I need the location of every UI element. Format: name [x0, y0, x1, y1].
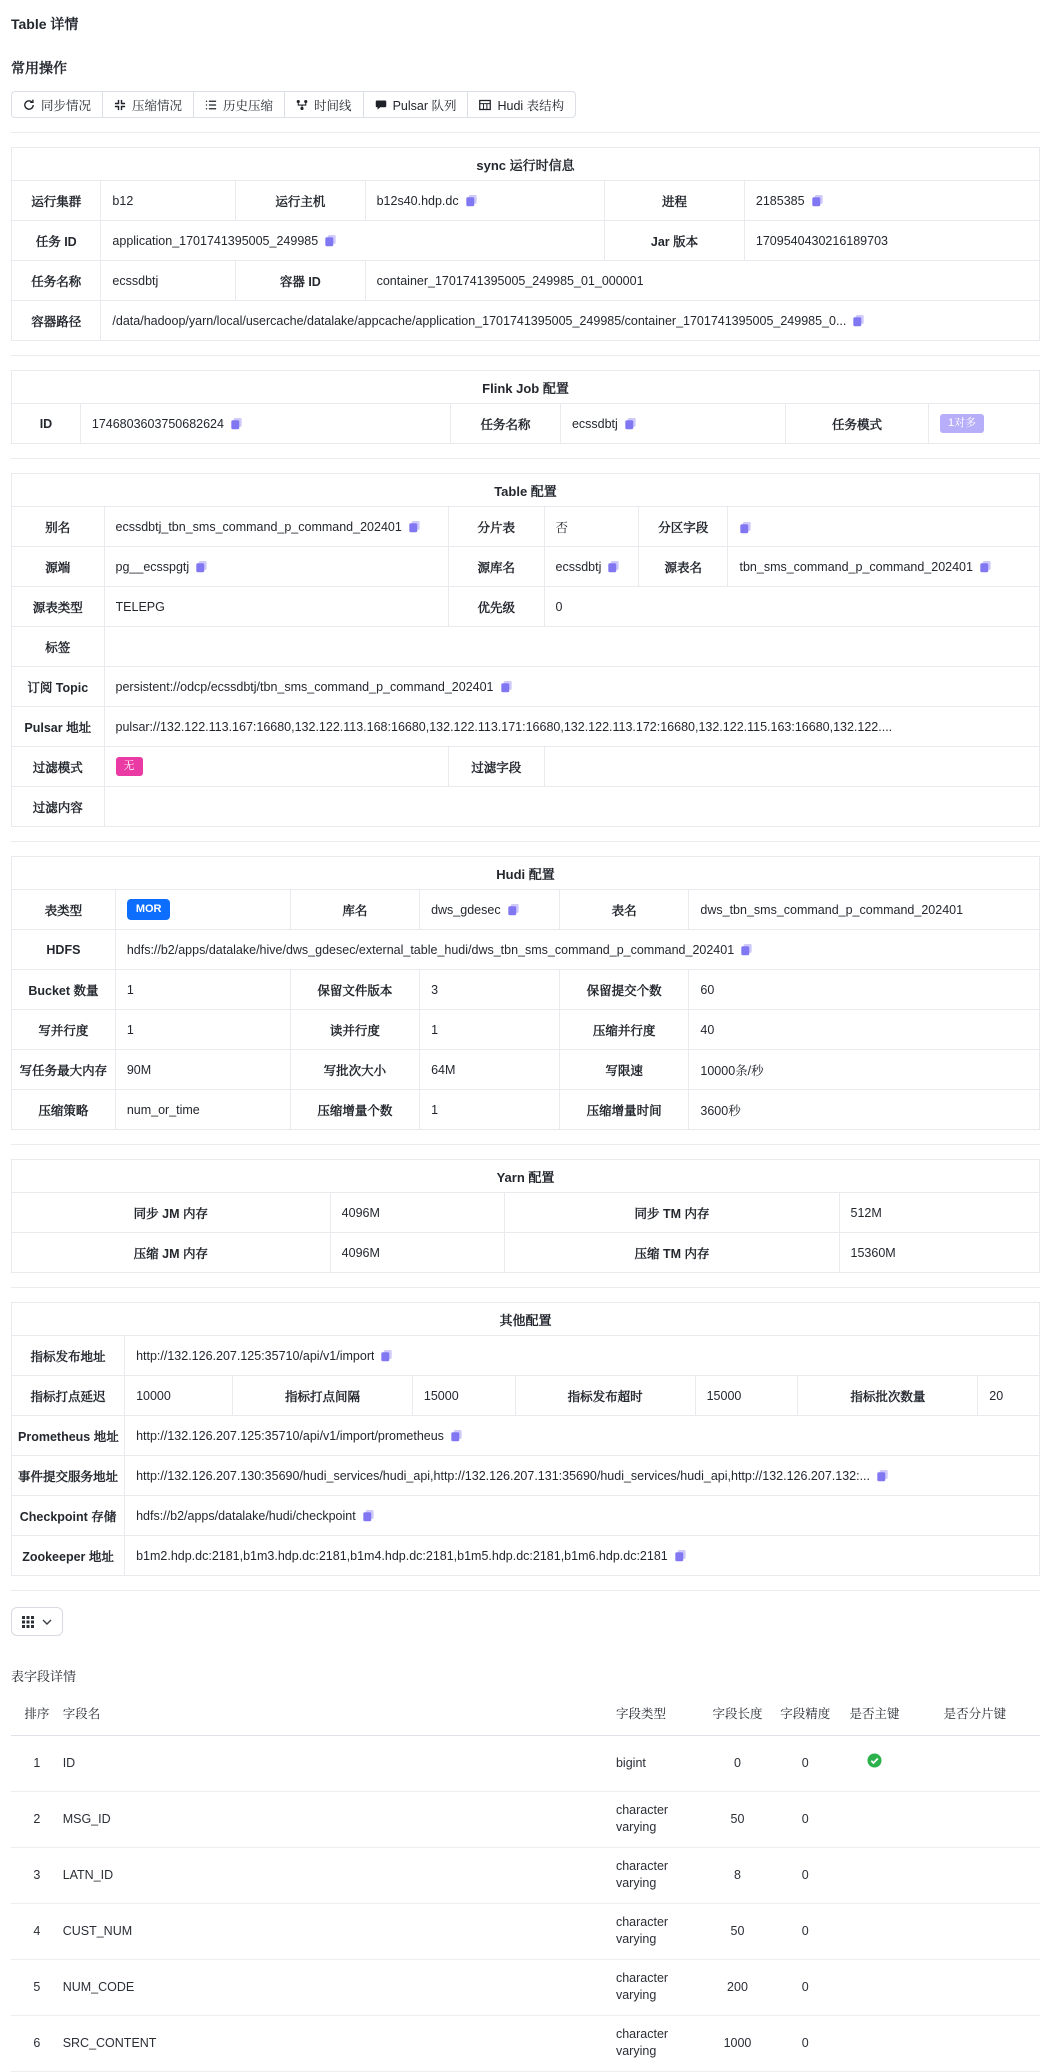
- section-table-config: [11, 473, 1040, 827]
- field-value-text: 1746803603750682624: [91, 416, 224, 431]
- section-title: Table 配置: [12, 474, 1040, 507]
- field-label: Bucket 数量: [12, 970, 116, 1010]
- copy-icon[interactable]: [607, 560, 620, 573]
- field-label: 写任务最大内存: [12, 1050, 116, 1090]
- comment-icon: [375, 99, 387, 111]
- field-value-text: dws_gdesec: [431, 902, 501, 917]
- section-divider: [11, 1590, 1040, 1591]
- field-label: ID: [12, 404, 81, 444]
- toolbar-button-timeline[interactable]: [284, 91, 364, 118]
- fields-column-header: 是否主键: [839, 1691, 909, 1735]
- field-label: 同步 JM 内存: [12, 1193, 331, 1233]
- field-label: 写限速: [559, 1050, 689, 1090]
- field-value: [115, 1010, 290, 1050]
- field-label: Prometheus 地址: [12, 1416, 125, 1456]
- copy-icon[interactable]: [230, 417, 243, 430]
- field-value-text: persistent://odcp/ecssdbtj/tbn_sms_command_p_command_202401: [115, 679, 494, 694]
- field-value-text: 40: [700, 1022, 715, 1037]
- field-value-text: 60: [700, 982, 715, 997]
- sync-icon: [23, 99, 35, 111]
- section-divider: [11, 355, 1040, 356]
- field-length: 50: [704, 1791, 771, 1847]
- fields-column-header: 字段长度: [704, 1691, 771, 1735]
- field-label: 任务名称: [450, 404, 560, 444]
- field-precision: 0: [771, 1735, 839, 1791]
- field-label: 事件提交服务地址: [12, 1456, 125, 1496]
- field-label: 库名: [290, 890, 420, 930]
- field-label: 分区字段: [639, 507, 728, 547]
- field-value-text: b1m2.hdp.dc:2181,b1m3.hdp.dc:2181,b1m4.hdp.dc:2181,b1m5.hdp.dc:2181,b1m6.hdp.dc:2181: [136, 1548, 668, 1563]
- page-title: Table 详情: [11, 16, 79, 32]
- field-value: [544, 547, 639, 587]
- field-value: [115, 1090, 290, 1130]
- field-label: 指标打点延迟: [12, 1376, 125, 1416]
- field-value: [101, 221, 605, 261]
- copy-icon[interactable]: [408, 520, 421, 533]
- field-name: SRC_CONTENT: [63, 2015, 616, 2071]
- field-label: 保留文件版本: [290, 970, 420, 1010]
- field-order: 6: [11, 2015, 63, 2071]
- field-value: [101, 261, 236, 301]
- field-label: 优先级: [448, 587, 544, 627]
- check-icon: [867, 1753, 882, 1768]
- field-label: 进程: [605, 181, 745, 221]
- toolbar-button-table-structure[interactable]: [467, 91, 576, 118]
- copy-icon[interactable]: [852, 314, 865, 327]
- field-shard-key: [910, 2015, 1040, 2071]
- field-label: 订阅 Topic: [12, 667, 105, 707]
- toolbar-button-label: 时间线: [314, 98, 352, 113]
- fields-table: [11, 1691, 1040, 2072]
- field-type: bigint: [616, 1735, 704, 1791]
- toolbar-button-comment[interactable]: [363, 91, 469, 118]
- field-label: 源库名: [448, 547, 544, 587]
- field-value-text: 1: [126, 1022, 134, 1037]
- section-title: sync 运行时信息: [12, 148, 1040, 181]
- field-value-text: 否: [555, 520, 569, 535]
- field-label: 过滤字段: [448, 747, 544, 787]
- copy-icon[interactable]: [876, 1469, 889, 1482]
- field-value-text: 10000条/秒: [700, 1063, 764, 1078]
- field-shard-key: [910, 1735, 1040, 1791]
- section-title: Flink Job 配置: [12, 371, 1040, 404]
- field-value-text: 64M: [431, 1062, 456, 1077]
- field-name: LATN_ID: [63, 1847, 616, 1903]
- field-value-text: 1: [431, 1022, 439, 1037]
- field-value: [420, 890, 560, 930]
- history-list-icon: [205, 99, 217, 111]
- field-precision: 0: [771, 1959, 839, 2015]
- field-label: 写并行度: [12, 1010, 116, 1050]
- field-label: 过滤模式: [12, 747, 105, 787]
- field-length: 200: [704, 1959, 771, 2015]
- field-precision: 0: [771, 1903, 839, 1959]
- field-value: [412, 1376, 515, 1416]
- section-title: 其他配置: [12, 1303, 1040, 1336]
- field-primary-key: [839, 1847, 909, 1903]
- copy-icon[interactable]: [324, 234, 337, 247]
- field-value-text: b12: [112, 193, 134, 208]
- field-label: 标签: [12, 627, 105, 667]
- field-label: 读并行度: [290, 1010, 420, 1050]
- field-label: Jar 版本: [605, 221, 745, 261]
- field-length: 1000: [704, 2015, 771, 2071]
- field-value: [365, 261, 1039, 301]
- field-value: [544, 747, 1040, 787]
- field-value-text: dws_tbn_sms_command_p_command_202401: [700, 902, 964, 917]
- copy-icon[interactable]: [739, 521, 752, 534]
- copy-icon[interactable]: [811, 194, 824, 207]
- field-label: 容器 ID: [236, 261, 366, 301]
- field-value: [125, 1336, 1040, 1376]
- section-divider: [11, 1287, 1040, 1288]
- field-value: [420, 1010, 560, 1050]
- field-value: [744, 221, 1039, 261]
- field-value-text: num_or_time: [126, 1102, 200, 1117]
- copy-icon[interactable]: [624, 417, 637, 430]
- field-label: 别名: [12, 507, 105, 547]
- field-value: [695, 1376, 798, 1416]
- chevron-down-icon: [42, 1619, 52, 1625]
- table-structure-icon: [479, 99, 491, 111]
- field-type: character varying: [616, 1959, 704, 2015]
- field-label: 指标批次数量: [798, 1376, 978, 1416]
- field-value: [544, 587, 1040, 627]
- field-label: 源表类型: [12, 587, 105, 627]
- field-value-text: 1: [431, 1102, 439, 1117]
- field-value-text: tbn_sms_command_p_command_202401: [739, 559, 973, 574]
- field-value: [125, 1416, 1040, 1456]
- field-primary-key: [839, 2015, 909, 2071]
- copy-icon[interactable]: [674, 1549, 687, 1562]
- field-value: [115, 930, 1039, 970]
- toolbar-button-compress[interactable]: [102, 91, 194, 118]
- field-value: [101, 181, 236, 221]
- field-order: 4: [11, 1903, 63, 1959]
- field-shard-key: [910, 1903, 1040, 1959]
- field-label: 任务名称: [12, 261, 101, 301]
- copy-icon[interactable]: [450, 1429, 463, 1442]
- field-value-text: hdfs://b2/apps/datalake/hudi/checkpoint: [136, 1508, 356, 1523]
- field-label: 压缩 JM 内存: [12, 1233, 331, 1273]
- toolbar-button-label: 同步情况: [41, 98, 92, 113]
- copy-icon[interactable]: [380, 1349, 393, 1362]
- field-value: [115, 970, 290, 1010]
- compress-icon: [114, 99, 126, 111]
- field-value: [689, 1010, 1040, 1050]
- field-label: Checkpoint 存储: [12, 1496, 125, 1536]
- field-value-text: 20: [989, 1388, 1004, 1403]
- field-value: [728, 547, 1040, 587]
- field-value: [104, 547, 448, 587]
- field-value: [104, 587, 448, 627]
- badge-purple: 1对多: [940, 414, 984, 433]
- field-value: [330, 1193, 505, 1233]
- field-label: 任务模式: [786, 404, 929, 444]
- field-value: [125, 1536, 1040, 1576]
- section-title: Hudi 配置: [12, 857, 1040, 890]
- field-value-text: 2185385: [755, 193, 805, 208]
- field-row: [11, 1903, 1040, 1959]
- field-value: [839, 1233, 1039, 1273]
- field-value: [125, 1376, 233, 1416]
- field-value-text: 1: [126, 982, 134, 997]
- common-operations-title: 常用操作: [11, 60, 67, 76]
- field-name: MSG_ID: [63, 1791, 616, 1847]
- field-value-text: container_1701741395005_249985_01_000001: [376, 273, 644, 288]
- ops-toolbar: [11, 91, 576, 118]
- field-label: 指标打点间隔: [233, 1376, 413, 1416]
- section-divider: [11, 458, 1040, 459]
- field-value-text: http://132.126.207.125:35710/api/v1/import/prometheus: [136, 1428, 444, 1443]
- field-value: [101, 301, 1040, 341]
- field-value: [115, 1050, 290, 1090]
- field-value: [420, 1090, 560, 1130]
- field-value: [744, 181, 1039, 221]
- field-value: [104, 507, 448, 547]
- field-value: [928, 404, 1039, 444]
- field-type: character varying: [616, 2015, 704, 2071]
- field-name: CUST_NUM: [63, 1903, 616, 1959]
- copy-icon[interactable]: [362, 1509, 375, 1522]
- config-sections: [11, 132, 1040, 1576]
- field-length: 50: [704, 1903, 771, 1959]
- copy-icon[interactable]: [465, 194, 478, 207]
- field-label: 容器路径: [12, 301, 101, 341]
- badge-blue: MOR: [127, 899, 171, 920]
- field-label: 压缩增量时间: [559, 1090, 689, 1130]
- copy-icon[interactable]: [979, 560, 992, 573]
- field-value: [728, 507, 1040, 547]
- field-label: 分片表: [448, 507, 544, 547]
- field-row: [11, 1735, 1040, 1791]
- section-divider: [11, 841, 1040, 842]
- field-order: 5: [11, 1959, 63, 2015]
- field-label: 指标发布地址: [12, 1336, 125, 1376]
- field-shard-key: [910, 1791, 1040, 1847]
- field-value: [420, 1050, 560, 1090]
- field-label: 表名: [559, 890, 689, 930]
- field-value-text: 3: [431, 982, 439, 997]
- section-yarn-config: [11, 1159, 1040, 1273]
- fields-section-title: 表字段详情: [11, 1669, 77, 1684]
- field-length: 0: [704, 1735, 771, 1791]
- field-label: 任务 ID: [12, 221, 101, 261]
- field-name: NUM_CODE: [63, 1959, 616, 2015]
- section-flink-job: [11, 370, 1040, 444]
- field-value: [689, 1090, 1040, 1130]
- timeline-icon: [296, 99, 308, 111]
- field-shard-key: [910, 1959, 1040, 2015]
- fields-column-header: 字段精度: [771, 1691, 839, 1735]
- field-value-text: 0: [555, 599, 563, 614]
- field-value-text: b12s40.hdp.dc: [376, 193, 459, 208]
- field-value-text: 512M: [850, 1205, 882, 1220]
- field-label: 源端: [12, 547, 105, 587]
- field-value: [104, 627, 1039, 667]
- fields-column-header: 排序: [11, 1691, 63, 1735]
- field-value-text: 1709540430216189703: [755, 233, 888, 248]
- field-primary-key: [839, 1903, 909, 1959]
- field-precision: 0: [771, 1847, 839, 1903]
- field-value-text: ecssdbtj_tbn_sms_command_p_command_202401: [115, 519, 402, 534]
- field-order: 1: [11, 1735, 63, 1791]
- field-value: [104, 787, 1039, 827]
- field-value: [689, 1050, 1040, 1090]
- badge-pink: 无: [116, 757, 143, 776]
- fields-display-dropdown[interactable]: [11, 1607, 63, 1636]
- field-row: [11, 2015, 1040, 2071]
- field-primary-key: [839, 1959, 909, 2015]
- field-value-text: application_1701741395005_249985: [112, 233, 319, 248]
- section-title: Yarn 配置: [12, 1160, 1040, 1193]
- toolbar-button-label: 历史压缩: [223, 98, 274, 113]
- field-label: 压缩 TM 内存: [505, 1233, 839, 1273]
- field-value-text: 3600秒: [700, 1103, 741, 1118]
- field-value-text: 10000: [136, 1388, 171, 1403]
- field-value: [365, 181, 605, 221]
- field-type: character varying: [616, 1903, 704, 1959]
- field-value: [689, 890, 1040, 930]
- field-primary-key: [839, 1791, 909, 1847]
- section-divider: [11, 1144, 1040, 1145]
- field-order: 3: [11, 1847, 63, 1903]
- field-label: 运行主机: [236, 181, 366, 221]
- field-label: 压缩并行度: [559, 1010, 689, 1050]
- toolbar-button-label: Pulsar 队列: [392, 98, 457, 113]
- copy-icon[interactable]: [740, 943, 753, 956]
- fields-column-header: 是否分片键: [910, 1691, 1040, 1735]
- field-value-text: ecssdbtj: [555, 559, 602, 574]
- field-value: [104, 667, 1039, 707]
- field-value: [80, 404, 450, 444]
- field-label: 表类型: [12, 890, 116, 930]
- field-value: [125, 1496, 1040, 1536]
- field-type: character varying: [616, 1847, 704, 1903]
- field-value-text: http://132.126.207.130:35690/hudi_services/hudi_api,http://132.126.207.131:35690/hudi_services/hudi_api,http://132.126.207.132:...: [136, 1468, 870, 1483]
- field-value-text: 15000: [706, 1388, 742, 1403]
- field-label: 指标发布超时: [515, 1376, 695, 1416]
- field-length: 8: [704, 1847, 771, 1903]
- field-label: 写批次大小: [290, 1050, 420, 1090]
- field-value-text: 4096M: [341, 1245, 380, 1260]
- field-value: [125, 1456, 1040, 1496]
- field-value: [689, 970, 1040, 1010]
- field-label: Zookeeper 地址: [12, 1536, 125, 1576]
- field-value-text: pg__ecsspgtj: [115, 559, 190, 574]
- field-value-text: hdfs://b2/apps/datalake/hive/dws_gdesec/external_table_hudi/dws_tbn_sms_command_p_command_202401: [126, 942, 735, 957]
- field-value-text: 4096M: [341, 1205, 380, 1220]
- field-value-text: 15000: [423, 1388, 459, 1403]
- field-label: 运行集群: [12, 181, 101, 221]
- field-primary-key: [839, 1735, 909, 1791]
- field-label: 源表名: [639, 547, 728, 587]
- fields-column-header: 字段名: [63, 1691, 616, 1735]
- toolbar-button-sync[interactable]: [11, 91, 103, 118]
- copy-icon[interactable]: [500, 680, 513, 693]
- field-label: 压缩策略: [12, 1090, 116, 1130]
- field-precision: 0: [771, 1791, 839, 1847]
- section-other-config: [11, 1302, 1040, 1576]
- field-value: [330, 1233, 505, 1273]
- field-shard-key: [910, 1847, 1040, 1903]
- field-value: [420, 970, 560, 1010]
- field-value-text: http://132.126.207.125:35710/api/v1/import: [136, 1348, 375, 1363]
- field-value: [839, 1193, 1039, 1233]
- field-value: [115, 890, 290, 930]
- field-value-text: pulsar://132.122.113.167:16680,132.122.113.168:16680,132.122.113.171:16680,132.122.113.172:16680,132.122.115.163:16680,132.122....: [115, 719, 893, 734]
- grid-icon: [22, 1616, 34, 1628]
- toolbar-button-label: 压缩情况: [132, 98, 183, 113]
- field-label: HDFS: [12, 930, 116, 970]
- field-type: character varying: [616, 1791, 704, 1847]
- field-value: [104, 747, 448, 787]
- fields-column-header: 字段类型: [616, 1691, 704, 1735]
- field-name: ID: [63, 1735, 616, 1791]
- section-hudi-config: [11, 856, 1040, 1130]
- field-value-text: TELEPG: [115, 599, 165, 614]
- field-value-text: 90M: [126, 1062, 152, 1077]
- field-value: [544, 507, 639, 547]
- field-value: [560, 404, 785, 444]
- copy-icon[interactable]: [195, 560, 208, 573]
- field-value: [104, 707, 1039, 747]
- field-row: [11, 1959, 1040, 2015]
- field-value-text: ecssdbtj: [571, 416, 618, 431]
- field-label: 保留提交个数: [559, 970, 689, 1010]
- field-label: Pulsar 地址: [12, 707, 105, 747]
- toolbar-button-history-list[interactable]: [193, 91, 285, 118]
- field-label: 过滤内容: [12, 787, 105, 827]
- field-label: 压缩增量个数: [290, 1090, 420, 1130]
- field-label: 同步 TM 内存: [505, 1193, 839, 1233]
- field-value: [978, 1376, 1040, 1416]
- field-row: [11, 1791, 1040, 1847]
- toolbar-button-label: Hudi 表结构: [497, 98, 565, 113]
- field-precision: 0: [771, 2015, 839, 2071]
- field-value-text: ecssdbtj: [112, 273, 159, 288]
- field-order: 2: [11, 1791, 63, 1847]
- field-value-text: 15360M: [850, 1245, 896, 1260]
- section-divider: [11, 132, 1040, 133]
- field-value-text: /data/hadoop/yarn/local/usercache/datalake/appcache/application_1701741395005_249985/container_1701741395005_249985_0...: [112, 313, 847, 328]
- section-sync-runtime: [11, 147, 1040, 341]
- field-row: [11, 1847, 1040, 1903]
- copy-icon[interactable]: [507, 903, 520, 916]
